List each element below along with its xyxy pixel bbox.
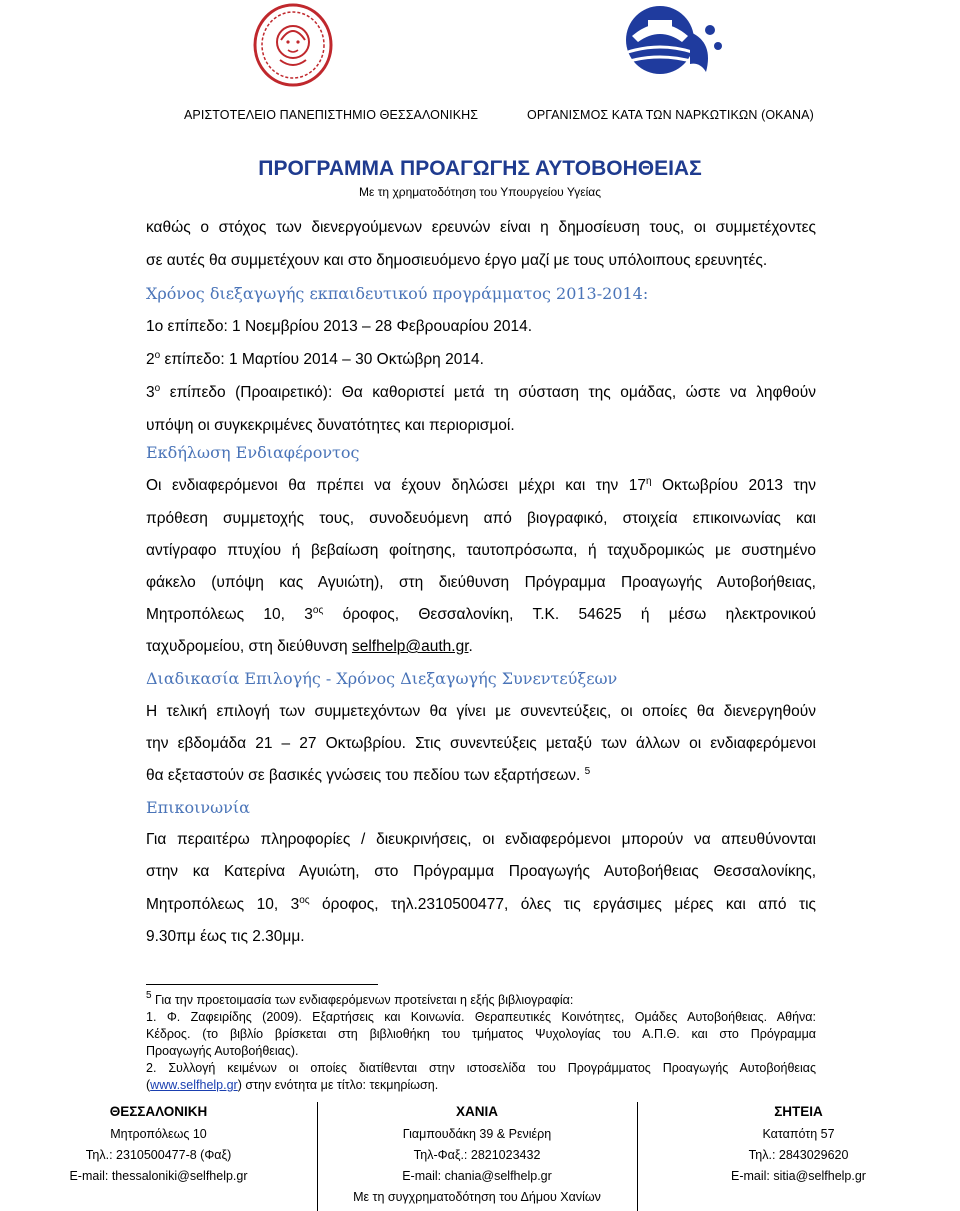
selection-line: την εβδομάδα 21 – 27 Οκτωβρίου. Στις συνεντεύξεις μεταξύ των άλλων οι ενδιαφερόμενοι (146, 735, 816, 752)
office-name: ΘΕΣΣΑΛΟΝΙΚΗ (109, 1104, 208, 1119)
footer-siteia (637, 1102, 960, 1211)
interest-line: Οι ενδιαφερόμενοι θα πρέπει να έχουν δηλώσει μέχρι και την $17^\eta$ Οκτωβρίου 2013 την (146, 476, 816, 494)
contact-line: 9.30πμ έως τις 2.30μμ. (146, 928, 305, 945)
aristotle-university-logo (252, 2, 334, 88)
selection-heading: Διαδικασία Επιλογής - Χρόνος Διεξαγωγής Συνεντεύξεων (146, 669, 618, 688)
office-name: ΣΗΤΕΙΑ (774, 1104, 823, 1119)
footnote-item: (www.selfhelp.gr) στην ενότητα με τίτλο: τεκμηρίωση. (146, 1078, 439, 1092)
footnote-item: Κέδρος. (το βιβλίο βρίσκεται στη βιβλιοθήκη του τμήματος Ψυχολογίας του Α.Π.Θ. και στο Πρόγραμμα (146, 1027, 816, 1041)
office-email: E-mail: thessaloniki@selfhelp.gr (69, 1169, 248, 1183)
interest-line: φάκελο (υπόψη κας Αγυιώτη), στη διεύθυνση Πρόγραμμα Προαγωγής Αυτοβοήθειας, (146, 574, 816, 591)
footer-thessaloniki (0, 1102, 317, 1211)
footnote-reference: 5 (584, 766, 591, 777)
level-1-line: 1ο επίπεδο: 1 Νοεμβρίου 2013 – 28 Φεβρουαρίου 2014. (146, 318, 533, 335)
office-address: Μητροπόλεως 10 (110, 1127, 207, 1141)
office-phone: Τηλ-Φαξ.: 2821023432 (413, 1148, 541, 1162)
selection-line: θα εξεταστούν σε βασικές γνώσεις του πεδίου των εξαρτήσεων. $^5$ (146, 766, 591, 784)
interest-line: πρόθεση συμμετοχής τους, συνοδευόμενη από βιογραφικό, στοιχεία επικοινωνίας και (146, 510, 816, 527)
footnote-item: 2. Συλλογή κειμένων οι οποίες διατίθενται στην ιστοσελίδα του Προγράμματος Προαγωγής Αυτοβοήθειας (146, 1061, 816, 1075)
website-link[interactable]: www.selfhelp.gr (150, 1078, 238, 1092)
office-email: E-mail: sitia@selfhelp.gr (731, 1169, 866, 1183)
left-institution-name: ΑΡΙΣΤΟΤΕΛΕΙΟ ΠΑΝΕΠΙΣΤΗΜΙΟ ΘΕΣΣΑΛΟΝΙΚΗΣ (184, 108, 479, 122)
program-title: ΠΡΟΓΡΑΜΜΑ ΠΡΟΑΓΩΓΗΣ ΑΥΤΟΒΟΗΘΕΙΑΣ (258, 157, 702, 180)
okana-logo (610, 2, 728, 88)
email-link[interactable]: selfhelp@auth.gr (351, 638, 469, 655)
footnote-item: Προαγωγής Αυτοβοήθειας). (146, 1044, 299, 1058)
footnote-separator (146, 984, 378, 985)
footnote (146, 992, 816, 1094)
contact-heading: Επικοινωνία (146, 798, 250, 817)
office-funding: Με τη συγχρηματοδότηση του Δήμου Χανίων (353, 1190, 601, 1204)
selection-line: Η τελική επιλογή των συμμετεχόντων θα γίνει με συνεντεύξεις, οι οποίες θα διενεργηθούν (146, 703, 816, 720)
program-subtitle: Με τη χρηματοδότηση του Υπουργείου Υγείας (359, 185, 601, 199)
office-phone: Τηλ.: 2310500477-8 (Φαξ) (85, 1148, 232, 1162)
contact-line: Μητροπόλεως 10, $3^{o\varsigma}$ όροφος, τηλ.2310500477, όλες τις εργάσιμες μέρες και από τις (146, 895, 817, 913)
office-name: ΧΑΝΙΑ (455, 1104, 498, 1119)
interest-line: Μητροπόλεως 10, $3^{o\varsigma}$ όροφος, Θεσσαλονίκη, Τ.Κ. 54625 ή μέσω ηλεκτρονικού (146, 605, 817, 623)
interest-line: αντίγραφο πτυχίου ή βεβαίωση φοίτησης, ταυτοπρόσωπα, ή ταχυδρομικώς με συστημένο (146, 542, 816, 559)
level-3-line: $3^o$ επίπεδο (Προαιρετικό): Θα καθοριστεί μετά τη σύσταση της ομάδας, ώστε να ληφθούν (146, 383, 816, 401)
office-email: E-mail: chania@selfhelp.gr (402, 1169, 552, 1183)
office-address: Καταπότη 57 (762, 1127, 835, 1141)
level-3-line-continued: υπόψη οι συγκεκριμένες δυνατότητες και περιορισμοί. (146, 417, 515, 434)
footnote-item: 1. Φ. Ζαφειρίδης (2009). Εξαρτήσεις και Κοινωνία. Θεραπευτικές Κοινότητες, Ομάδες Αυτοβοήθειας. Αθήνα: (146, 1010, 816, 1024)
contact-line: στην κα Κατερίνα Αγυιώτη, στο Πρόγραμμα Προαγωγής Αυτοβοήθειας Θεσσαλονίκης, (146, 863, 816, 880)
contact-line: Για περαιτέρω πληροφορίες / διευκρινήσεις, οι ενδιαφερόμενοι μπορούν να απευθύνονται (146, 831, 816, 848)
interest-line: ταχυδρομείου, στη διεύθυνση selfhelp@auth.gr. (146, 638, 473, 655)
right-institution-name: ΟΡΓΑΝΙΣΜΟΣ ΚΑΤΑ ΤΩΝ ΝΑΡΚΩΤΙΚΩΝ (ΟΚΑΝΑ) (527, 108, 814, 122)
footer (0, 1102, 960, 1211)
intro-line: σε αυτές θα συμμετέχουν και στο δημοσιευόμενο έργο μαζί με τους υπόλοιπους ερευνητές. (146, 252, 768, 269)
duration-heading: Χρόνος διεξαγωγής εκπαιδευτικού προγράμματος 2013-2014: (146, 284, 649, 303)
interest-heading: Εκδήλωση Ενδιαφέροντος (146, 443, 360, 462)
level-2-line: $2^o$ επίπεδο: 1 Μαρτίου 2014 – 30 Οκτώβρη 2014. (146, 350, 484, 368)
intro-line: καθώς ο στόχος των διενεργούμενων ερευνών είναι η δημοσίευση τους, οι συμμετέχοντες (146, 219, 816, 236)
footnote-intro: $^5$ Για την προετοιμασία των ενδιαφερόμενων προτείνεται η εξής βιβλιογραφία: (146, 990, 574, 1007)
office-address: Γιαμπουδάκη 39 & Ρενιέρη (402, 1127, 552, 1141)
office-phone: Τηλ.: 2843029620 (748, 1148, 849, 1162)
footer-chania (317, 1102, 637, 1211)
